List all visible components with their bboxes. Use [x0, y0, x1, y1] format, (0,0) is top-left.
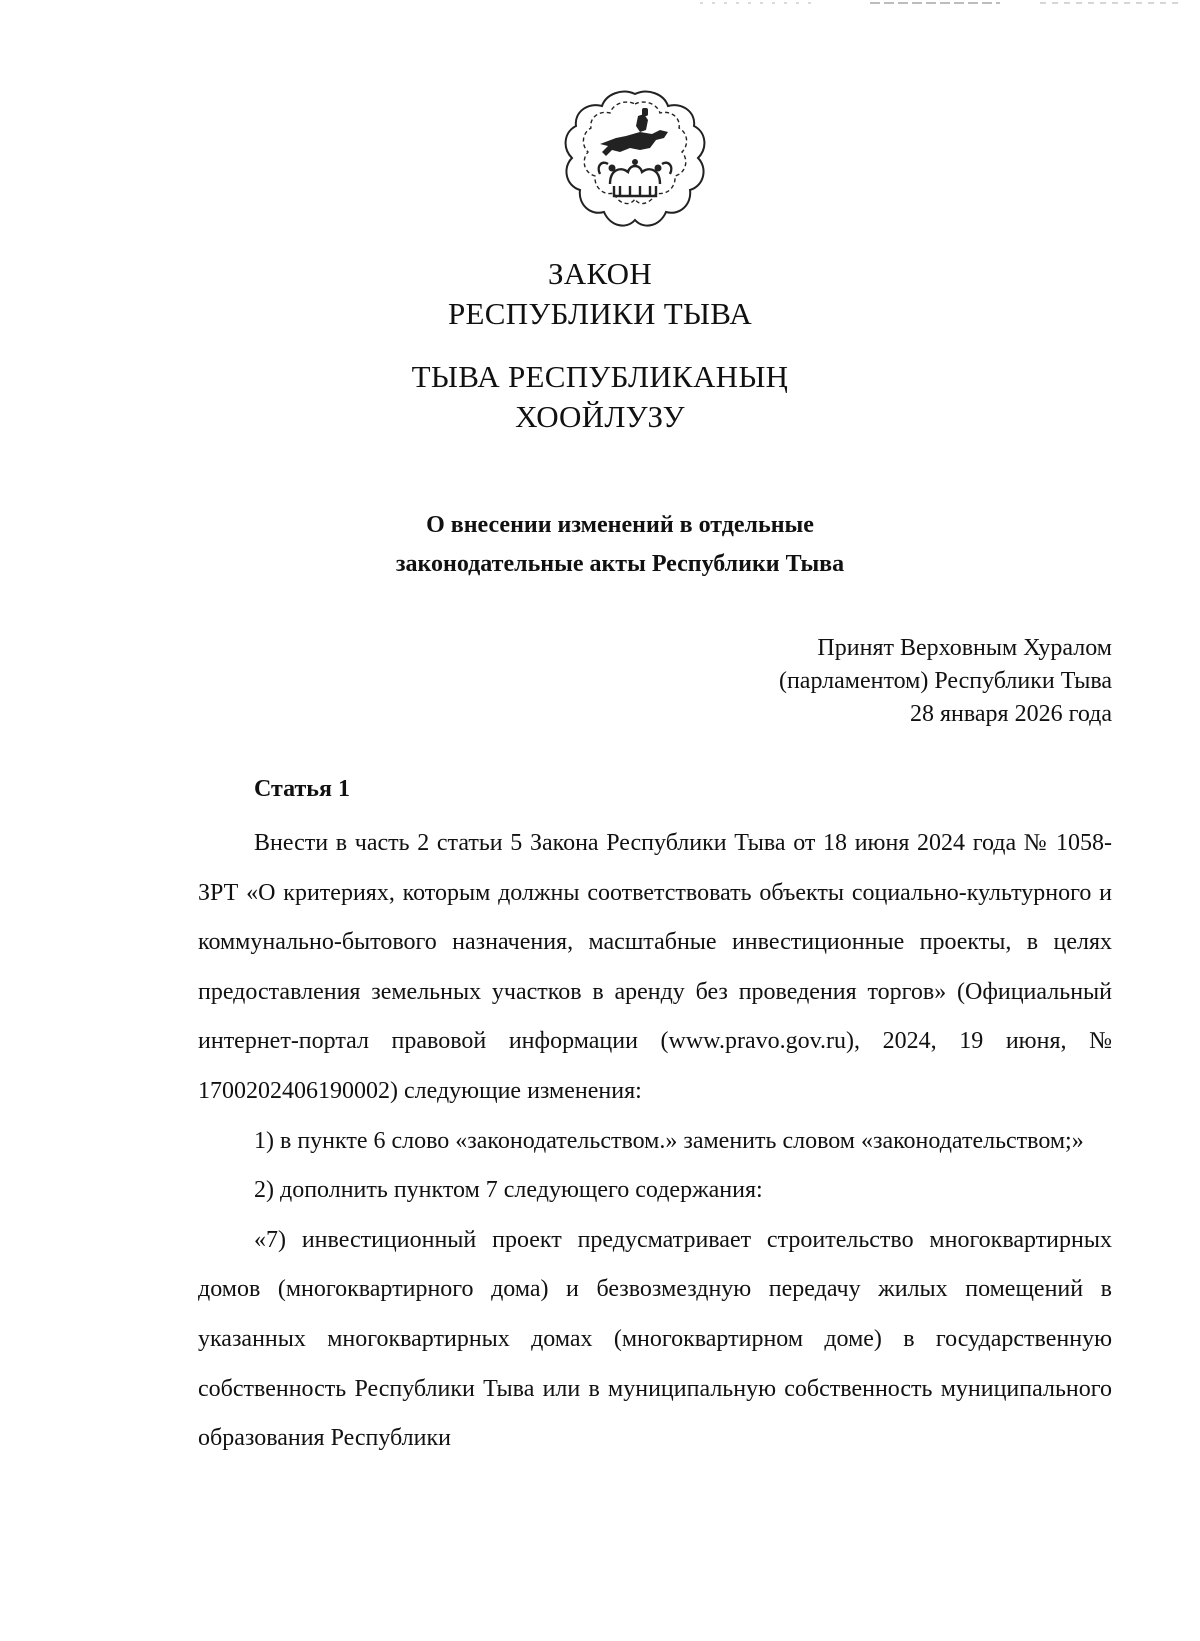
- law-title-line: ХООЙЛУЗУ: [515, 399, 685, 434]
- law-title-russian: [0, 254, 1200, 334]
- subject-line: О внесении изменений в отдельные: [426, 512, 814, 538]
- law-title-line: ЗАКОН: [547, 256, 653, 291]
- law-subject: [0, 506, 1200, 584]
- adoption-note: [779, 632, 1112, 731]
- article-paragraph: 2) дополнить пунктом 7 следующего содержания:: [254, 1177, 763, 1204]
- law-title-line: РЕСПУБЛИКИ ТЫВА: [447, 296, 753, 331]
- subject-line: законодательные акты Республики Тыва: [395, 551, 845, 577]
- article-paragraph: «7) инвестиционный проект предусматривает строительство многоквартирных домов (многоквартирного дома) и безвозмездную передачу жилых помещений в указанных многоквартирных домах (многоквартирном доме) в государственную собственность Республики Тыва или в муниципальную собственность муниципального образования Республики: [198, 1226, 1112, 1452]
- article-body: [198, 819, 1112, 1464]
- article-paragraph: Внести в часть 2 статьи 5 Закона Республики Тыва от 18 июня 2024 года № 1058-ЗРТ «О критериях, которым должны соответствовать объекты социально-культурного и коммунально-бытового назначения, масштабные инвестиционные проекты, в целях предоставления земельных участков в аренду без проведения торгов» (Официальный интернет-портал правовой информации (www.pravo.gov.ru), 2024, 19 июня, № 1700202406190002) следующие изменения:: [198, 830, 1112, 1104]
- scan-artifact: [700, 0, 1180, 8]
- adoption-line: Принят Верховным Хуралом: [817, 635, 1112, 661]
- adoption-date: 28 января 2026 года: [909, 701, 1112, 727]
- law-title-tuvan: [0, 357, 1200, 437]
- article-paragraph: 1) в пункте 6 слово «законодательством.» заменить словом «законодательством;»: [254, 1127, 1084, 1154]
- adoption-line: (парламентом) Республики Тыва: [778, 668, 1112, 694]
- article-heading: Статья 1: [254, 776, 350, 802]
- tyva-coat-of-arms-icon: [560, 86, 710, 232]
- law-title-line: ТЫВА РЕСПУБЛИКАНЫҢ: [411, 359, 789, 394]
